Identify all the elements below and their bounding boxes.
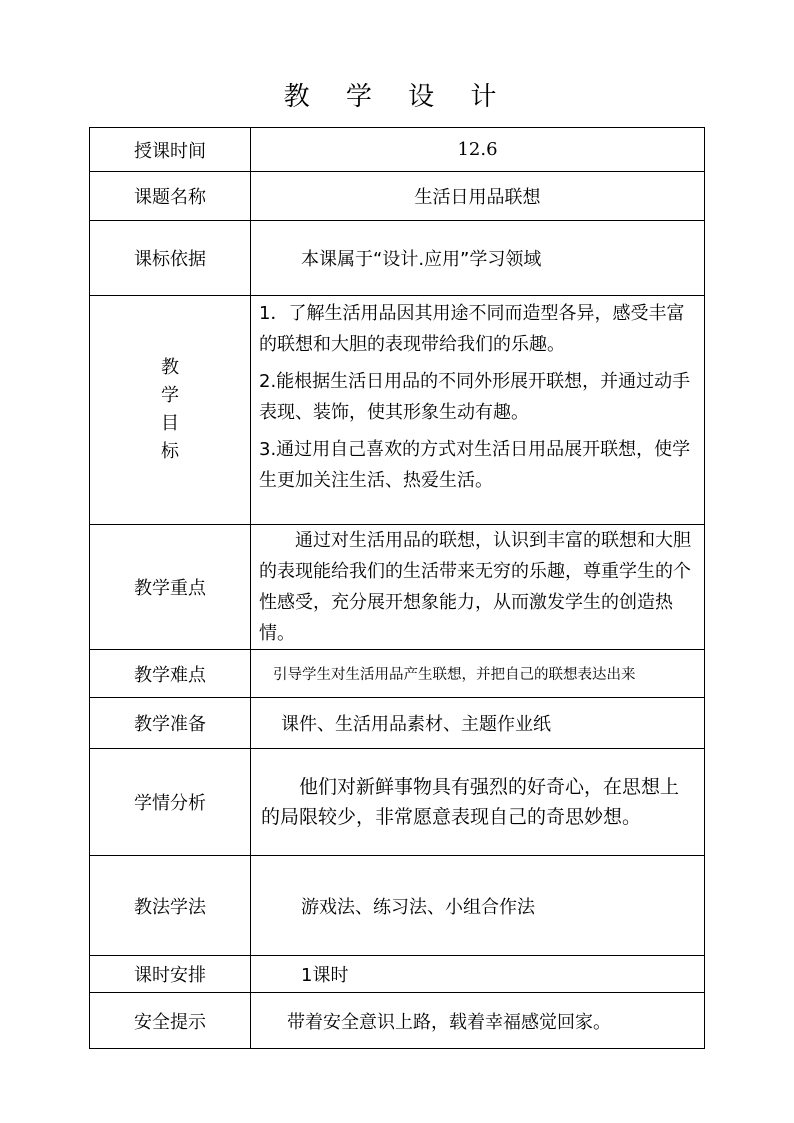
table-row (90, 856, 705, 956)
label-goals-char: 标 (161, 441, 179, 462)
label-safety: 安全提示 (90, 993, 251, 1049)
lesson-plan-table (89, 127, 705, 1049)
value-methods: 游戏法、练习法、小组合作法 (251, 856, 705, 956)
label-key-points: 教学重点 (90, 525, 251, 650)
label-goals-char: 教 (161, 357, 179, 378)
value-curriculum-basis: 本课属于“设计.应用”学习领域 (251, 221, 705, 296)
label-goals-char: 目 (161, 413, 179, 434)
value-preparation: 课件、生活用品素材、主题作业纸 (251, 698, 705, 749)
value-learner-analysis: 他们对新鲜事物具有强烈的好奇心，在思想上的局限较少，非常愿意表现自己的奇思妙想。 (251, 749, 705, 856)
goal-item: 3.通过用自己喜欢的方式对生活日用品展开联想，使学生更加关注生活、热爱生活。 (259, 439, 691, 491)
table-row (90, 698, 705, 749)
label-goals-char: 学 (161, 385, 179, 406)
value-teaching-goals (251, 296, 705, 525)
table-row (90, 221, 705, 296)
label-teaching-goals (90, 296, 251, 525)
value-schedule: 1课时 (251, 956, 705, 993)
table-row (90, 525, 705, 650)
value-teaching-time: 12.6 (251, 128, 705, 172)
label-preparation: 教学准备 (90, 698, 251, 749)
table-row (90, 749, 705, 856)
value-safety: 带着安全意识上路，载着幸福感觉回家。 (251, 993, 705, 1049)
table-row (90, 128, 705, 172)
value-difficulty: 引导学生对生活用品产生联想，并把自己的联想表达出来 (251, 650, 705, 698)
value-key-points: 通过对生活用品的联想，认识到丰富的联想和大胆的表现能给我们的生活带来无穷的乐趣，尊重学生的个性感受，充分展开想象能力，从而激发学生的创造热情。 (251, 525, 705, 650)
document-title: 教 学 设 计 (283, 82, 511, 112)
label-curriculum-basis: 课标依据 (90, 221, 251, 296)
label-teaching-time: 授课时间 (90, 128, 251, 172)
label-topic: 课题名称 (90, 172, 251, 221)
label-methods: 教法学法 (90, 856, 251, 956)
label-difficulty: 教学难点 (90, 650, 251, 698)
table-row (90, 993, 705, 1049)
label-learner-analysis: 学情分析 (90, 749, 251, 856)
goal-item: 1．了解生活用品因其用途不同而造型各异，感受丰富的联想和大胆的表现带给我们的乐趣。 (259, 303, 685, 355)
value-topic: 生活日用品联想 (251, 172, 705, 221)
table-row (90, 650, 705, 698)
table-row (90, 296, 705, 525)
table-row (90, 172, 705, 221)
table-row (90, 956, 705, 993)
goal-item: 2.能根据生活日用品的不同外形展开联想，并通过动手表现、装饰，使其形象生动有趣。 (259, 371, 691, 423)
label-schedule: 课时安排 (90, 956, 251, 993)
